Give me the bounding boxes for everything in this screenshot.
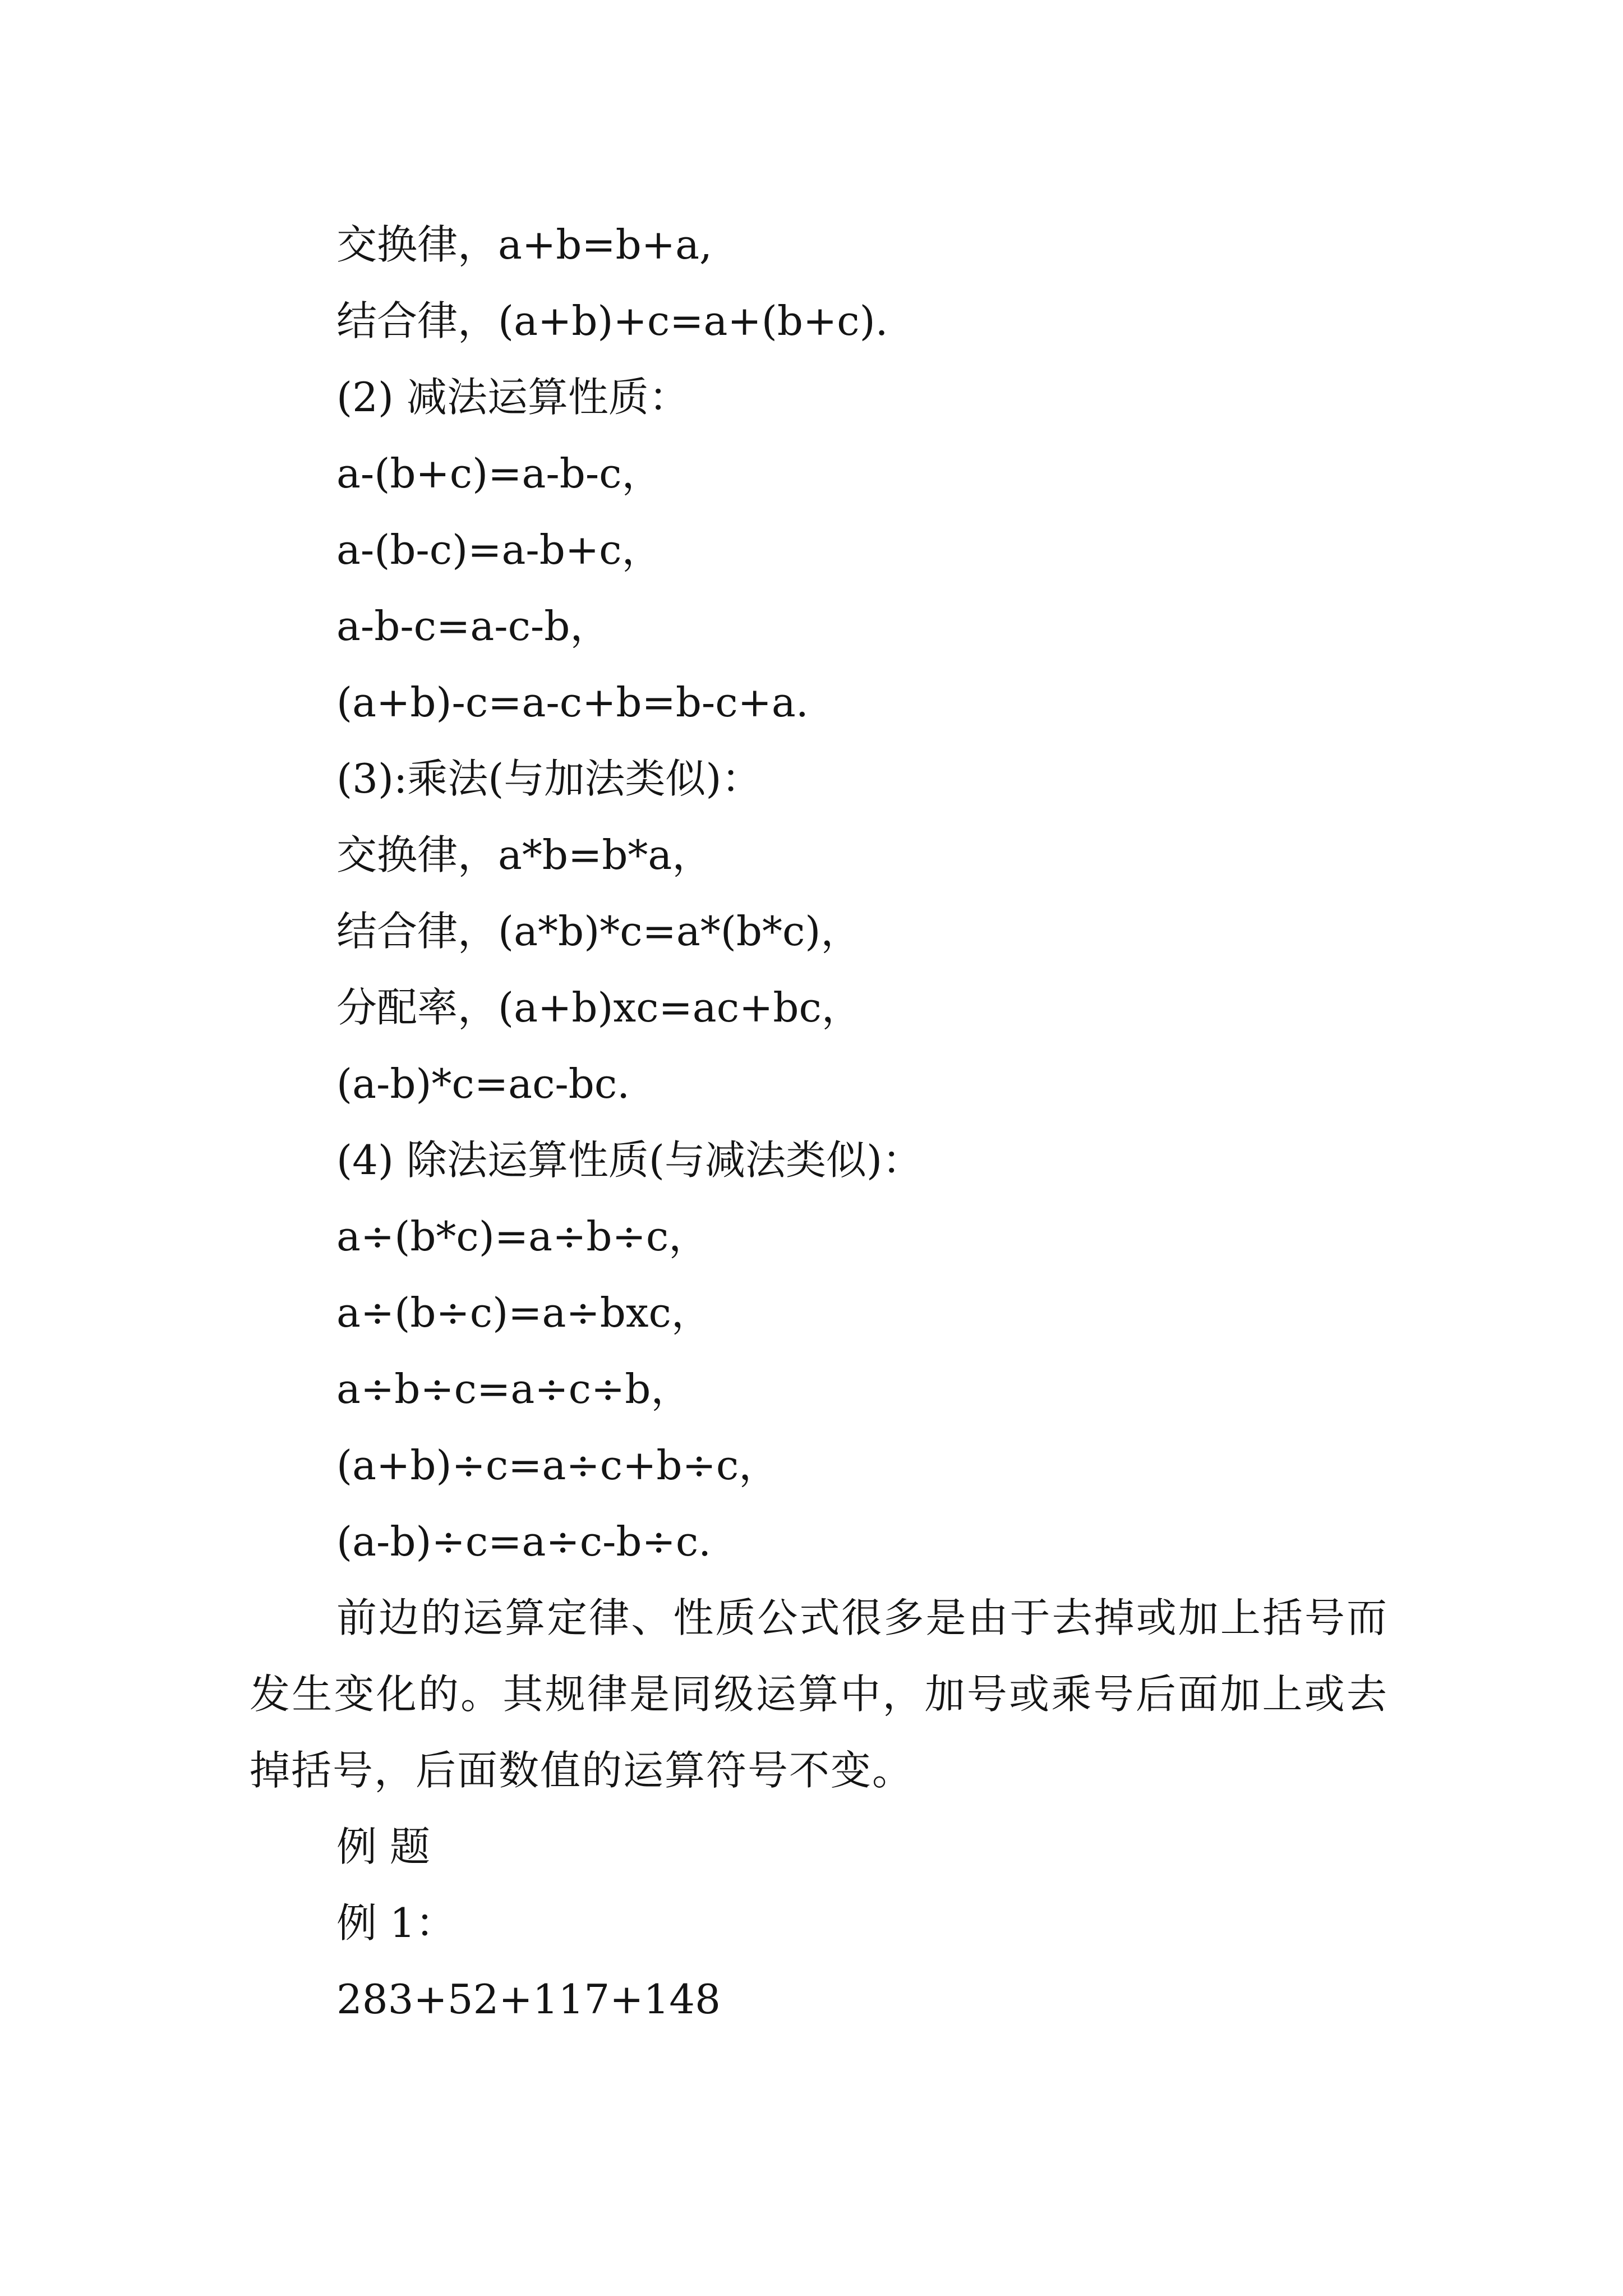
text-line: 结合律，(a+b)+c=a+(b+c).: [336, 297, 888, 344]
example-expression: 283+52+117+148: [336, 1976, 721, 2023]
text-line: a÷(b*c)=a÷b÷c，: [336, 1213, 709, 1260]
example-label: 例 1：: [336, 1899, 456, 1947]
text-line: (a-b)÷c=a÷c-b÷c.: [336, 1518, 712, 1565]
text-line: a-(b-c)=a-b+c，: [336, 526, 662, 573]
section-heading: (4) 除法运算性质(与减法类似)：: [336, 1137, 923, 1184]
text-line: 结合律，(a*b)*c=a*(b*c)，: [336, 908, 861, 955]
text-line: (a-b)*c=ac-bc.: [336, 1060, 630, 1107]
text-line: a÷b÷c=a÷c÷b，: [336, 1365, 691, 1412]
text-line: (a+b)÷c=a÷c+b÷c，: [336, 1442, 780, 1489]
text-line: 交换律，a*b=b*a，: [336, 831, 713, 878]
example-heading: 例 题: [336, 1823, 430, 1870]
text-line: 交换律，a+b=b+a,: [336, 221, 712, 268]
summary-paragraph: 前边的运算定律、性质公式很多是由于去掉或加上括号而发生变化的。其规律是同级运算中，加号或乘号后面加上或去掉括号，后面数值的运算符号不变。: [250, 1594, 1388, 1794]
text-line: 分配率，(a+b)xc=ac+bc，: [336, 984, 862, 1031]
section-heading: (2) 减法运算性质：: [336, 374, 689, 421]
section-heading: (3):乘法(与加法类似)：: [336, 755, 762, 802]
text-line: (a+b)-c=a-c+b=b-c+a.: [336, 679, 809, 726]
text-line: a÷(b÷c)=a÷bxc，: [336, 1289, 712, 1336]
text-line: a-(b+c)=a-b-c，: [336, 450, 662, 497]
document-body: [250, 206, 1388, 2037]
text-line: a-b-c=a-c-b，: [336, 602, 611, 650]
